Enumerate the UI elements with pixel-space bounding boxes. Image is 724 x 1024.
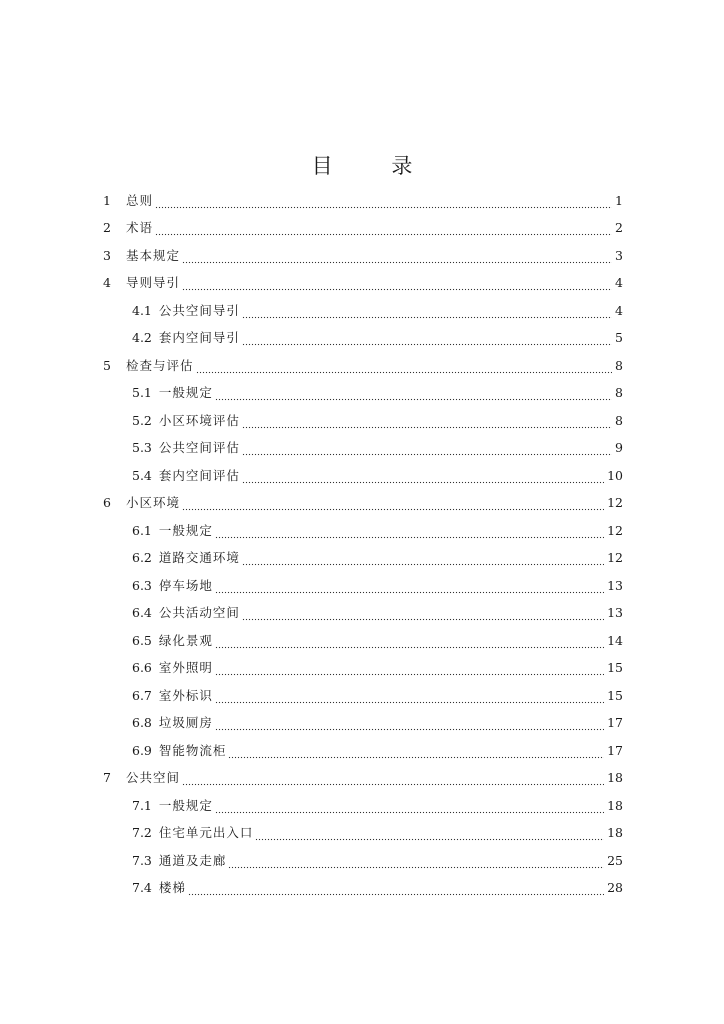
toc-entry-number: 7.1: [132, 797, 152, 813]
toc-entry-page-number: 8: [615, 412, 623, 428]
toc-entry[interactable]: [103, 820, 623, 848]
toc-entry-page-number: 18: [607, 770, 623, 786]
toc-entry-number: 4: [103, 275, 111, 291]
toc-entry-number: 6.4: [132, 605, 152, 621]
toc-entry[interactable]: [103, 737, 623, 765]
toc-entry[interactable]: [103, 325, 623, 353]
toc-entry-page-number: 4: [615, 275, 623, 291]
toc-entry-page-number: 25: [607, 852, 623, 868]
toc-entry-label: 套内空间导引: [158, 330, 240, 346]
dot-leader: [215, 527, 604, 539]
toc-entry-label: 公共活动空间: [158, 605, 240, 621]
toc-entry-label: 总则: [126, 192, 154, 208]
toc-entry[interactable]: [103, 792, 623, 820]
dot-leader: [242, 417, 612, 429]
toc-entry-number: 2: [103, 220, 111, 236]
toc-entry-page-number: 12: [607, 495, 623, 511]
dot-leader: [188, 884, 604, 896]
toc-entry-label: 公共空间评估: [158, 440, 240, 456]
toc-entry-label: 通道及走廊: [158, 852, 227, 868]
toc-entry-number: 7.3: [132, 852, 152, 868]
dot-leader: [242, 444, 612, 456]
toc-entry-label: 小区环境: [126, 495, 181, 511]
toc-entry-page-number: 5: [615, 330, 623, 346]
toc-entry-number: 4.2: [132, 330, 152, 346]
toc-entry-label: 室外照明: [158, 660, 213, 676]
toc-entry[interactable]: [103, 352, 623, 380]
dot-leader: [196, 362, 613, 374]
toc-entry[interactable]: [103, 187, 623, 215]
toc-entry-number: 6.6: [132, 660, 152, 676]
table-of-contents: [103, 187, 623, 902]
toc-entry-page-number: 17: [607, 742, 623, 758]
toc-entry-label: 停车场地: [158, 577, 213, 593]
toc-entry-page-number: 9: [615, 440, 623, 456]
toc-entry-page-number: 14: [607, 632, 623, 648]
dot-leader: [215, 582, 604, 594]
toc-entry-page-number: 13: [607, 577, 623, 593]
toc-entry-page-number: 8: [615, 357, 623, 373]
toc-entry-page-number: 17: [607, 715, 623, 731]
toc-entry-number: 7: [103, 770, 111, 786]
dot-leader: [182, 279, 612, 291]
toc-entry-label: 术语: [126, 220, 154, 236]
dot-leader: [242, 554, 604, 566]
toc-entry[interactable]: [103, 710, 623, 738]
toc-entry-page-number: 18: [607, 825, 623, 841]
toc-entry[interactable]: [103, 380, 623, 408]
dot-leader: [182, 774, 604, 786]
toc-entry-page-number: 1: [615, 192, 623, 208]
toc-entry-number: 6.1: [132, 522, 152, 538]
toc-entry[interactable]: [103, 600, 623, 628]
toc-entry-number: 5.3: [132, 440, 152, 456]
dot-leader: [215, 664, 604, 676]
toc-entry-page-number: 12: [607, 550, 623, 566]
toc-entry-label: 一般规定: [158, 522, 213, 538]
toc-entry-label: 公共空间导引: [158, 302, 240, 318]
toc-entry-page-number: 12: [607, 522, 623, 538]
toc-entry-label: 道路交通环境: [158, 550, 240, 566]
toc-entry[interactable]: [103, 847, 623, 875]
toc-entry-number: 7.4: [132, 880, 152, 896]
toc-entry[interactable]: [103, 490, 623, 518]
toc-entry[interactable]: [103, 517, 623, 545]
toc-entry-number: 6.8: [132, 715, 152, 731]
dot-leader: [242, 472, 604, 484]
toc-entry-number: 6.5: [132, 632, 152, 648]
toc-entry-label: 一般规定: [158, 797, 213, 813]
toc-entry-label: 基本规定: [126, 247, 181, 263]
dot-leader: [215, 802, 604, 814]
toc-entry[interactable]: [103, 242, 623, 270]
dot-leader: [228, 747, 604, 759]
dot-leader: [215, 719, 604, 731]
toc-entry[interactable]: [103, 435, 623, 463]
toc-entry-page-number: 2: [615, 220, 623, 236]
dot-leader: [155, 197, 612, 209]
toc-entry-page-number: 28: [607, 880, 623, 896]
toc-entry[interactable]: [103, 545, 623, 573]
toc-entry-label: 一般规定: [158, 385, 213, 401]
toc-entry-label: 绿化景观: [158, 632, 213, 648]
dot-leader: [215, 637, 604, 649]
toc-entry-label: 住宅单元出入口: [158, 825, 254, 841]
toc-entry-label: 套内空间评估: [158, 467, 240, 483]
page-title: 目 录: [311, 154, 439, 178]
toc-entry[interactable]: [103, 765, 623, 793]
toc-entry-label: 室外标识: [158, 687, 213, 703]
dot-leader: [155, 224, 612, 236]
toc-entry-page-number: 15: [607, 660, 623, 676]
toc-entry-number: 5: [103, 357, 111, 373]
toc-entry-label: 公共空间: [126, 770, 181, 786]
dot-leader: [242, 307, 612, 319]
dot-leader: [242, 609, 604, 621]
toc-entry-page-number: 15: [607, 687, 623, 703]
toc-entry-number: 1: [103, 192, 111, 208]
toc-entry-number: 5.1: [132, 385, 152, 401]
dot-leader: [228, 857, 604, 869]
toc-entry[interactable]: [103, 407, 623, 435]
toc-entry[interactable]: [103, 297, 623, 325]
toc-entry-number: 6.7: [132, 687, 152, 703]
toc-entry-page-number: 8: [615, 385, 623, 401]
dot-leader: [255, 829, 604, 841]
toc-entry-number: 6.3: [132, 577, 152, 593]
toc-entry[interactable]: [103, 875, 623, 903]
toc-entry-number: 6: [103, 495, 111, 511]
toc-entry-label: 楼梯: [158, 880, 186, 896]
toc-entry-page-number: 3: [615, 247, 623, 263]
toc-entry[interactable]: [103, 655, 623, 683]
toc-entry-number: 6.9: [132, 742, 152, 758]
toc-entry-page-number: 13: [607, 605, 623, 621]
toc-entry-number: 5.4: [132, 467, 152, 483]
toc-entry[interactable]: [103, 682, 623, 710]
toc-entry[interactable]: [103, 572, 623, 600]
toc-entry-label: 检查与评估: [126, 357, 194, 373]
dot-leader: [242, 334, 612, 346]
toc-entry-page-number: 10: [607, 467, 623, 483]
toc-entry-page-number: 18: [607, 797, 623, 813]
dot-leader: [182, 252, 612, 264]
toc-entry-number: 5.2: [132, 412, 152, 428]
toc-entry-label: 智能物流柜: [158, 742, 227, 758]
toc-entry[interactable]: [103, 462, 623, 490]
toc-entry[interactable]: [103, 215, 623, 243]
toc-entry-number: 4.1: [132, 302, 152, 318]
dot-leader: [215, 692, 604, 704]
toc-entry-number: 7.2: [132, 825, 152, 841]
dot-leader: [215, 389, 612, 401]
toc-entry-label: 导则导引: [126, 275, 181, 291]
toc-entry-label: 小区环境评估: [158, 412, 240, 428]
toc-entry[interactable]: [103, 270, 623, 298]
toc-entry-number: 3: [103, 247, 111, 263]
toc-entry-label: 垃圾厕房: [158, 715, 213, 731]
dot-leader: [182, 499, 604, 511]
toc-entry-number: 6.2: [132, 550, 152, 566]
toc-entry[interactable]: [103, 627, 623, 655]
toc-entry-page-number: 4: [615, 302, 623, 318]
